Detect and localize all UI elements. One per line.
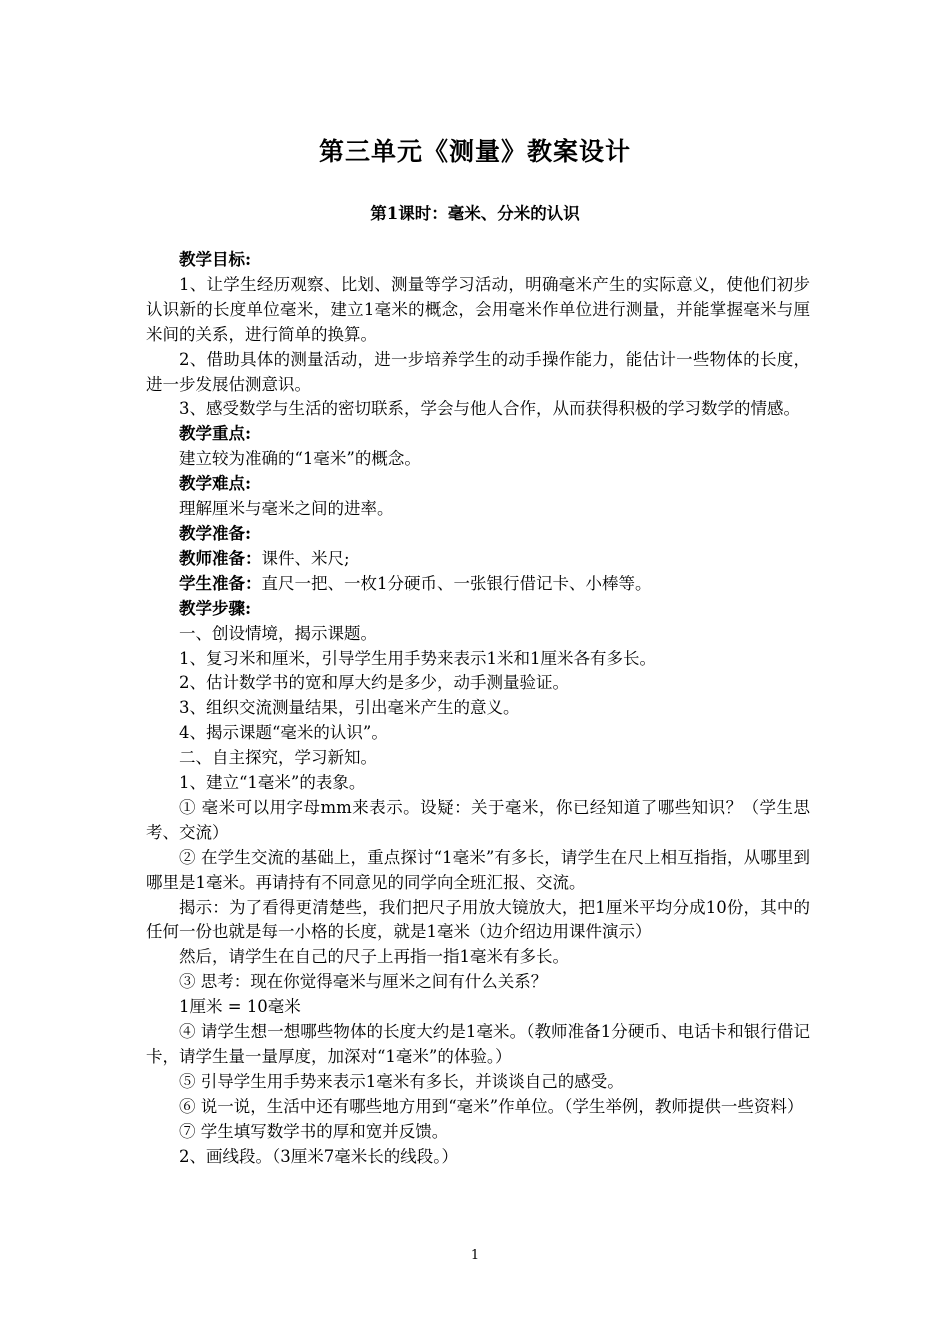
section-heading — [146, 522, 810, 547]
paragraph — [146, 348, 810, 398]
paragraph-text: 直尺一把、一枚1分硬币、一张银行借记卡、小棒等。 — [261, 573, 652, 593]
paragraph — [146, 397, 810, 422]
document-title: 第三单元《测量》教案设计 — [318, 137, 631, 166]
paragraph — [146, 1020, 810, 1070]
paragraph — [146, 1145, 810, 1170]
section-heading — [146, 248, 810, 273]
paragraph — [146, 696, 810, 721]
paragraph — [146, 995, 810, 1020]
paragraph-text: 3、感受数学与生活的密切联系，学会与他人合作，从而获得积极的学习数学的情感。 — [179, 399, 800, 419]
paragraph-text: ⑦ 学生填写数学书的厚和宽并反馈。 — [179, 1121, 449, 1141]
paragraph-text: ② 在学生交流的基础上，重点探讨“1毫米”有多长，请学生在尺上相互指指，从哪里到哪里是1毫米。再请持有不同意见的同学向全班汇报、交流。 — [146, 847, 810, 892]
paragraph — [146, 746, 810, 771]
paragraph — [146, 970, 810, 995]
paragraph-text: 1、建立“1毫米”的表象。 — [179, 773, 366, 793]
paragraph-text: 教学重点: — [179, 424, 252, 444]
section-heading — [146, 472, 810, 497]
paragraph-text: 建立较为准确的“1毫米”的概念。 — [179, 449, 421, 469]
paragraph-text: ⑥ 说一说，生活中还有哪些地方用到“毫米”作单位。（学生举例，教师提供一些资料） — [179, 1096, 804, 1116]
paragraph-text: 2、画线段。（3厘米7毫米长的线段。） — [179, 1146, 458, 1166]
paragraph-text: ⑤ 引导学生用手势来表示1毫米有多长，并谈谈自己的感受。 — [179, 1071, 624, 1091]
paragraph-text: 4、揭示课题“毫米的认识”。 — [179, 723, 388, 743]
paragraph-text: ① 毫米可以用字母mm来表示。设疑：关于毫米，你已经知道了哪些知识？（学生思考、交流） — [146, 797, 810, 842]
paragraph-text: 教学目标: — [179, 250, 252, 269]
document-body — [146, 248, 810, 1170]
paragraph — [146, 771, 810, 796]
paragraph — [146, 447, 810, 472]
paragraph-text: 教学步骤: — [179, 598, 252, 618]
paragraph — [146, 1120, 810, 1145]
section-heading — [146, 597, 810, 622]
paragraph — [146, 846, 810, 896]
paragraph — [146, 547, 810, 572]
paragraph — [146, 273, 810, 348]
paragraph — [146, 945, 810, 970]
paragraph-text: 1厘米 = 10毫米 — [179, 997, 301, 1017]
page-number: 1 — [470, 1248, 480, 1263]
paragraph-text: 2、借助具体的测量活动，进一步培养学生的动手操作能力，能估计一些物体的长度，进一步发展估测意识。 — [146, 349, 810, 394]
paragraph-text: 教学准备: — [179, 523, 252, 543]
paragraph-text: 二、自主探究，学习新知。 — [179, 748, 377, 768]
paragraph-text: 课件、米尺; — [261, 548, 350, 568]
paragraph — [146, 622, 810, 647]
paragraph — [146, 671, 810, 696]
paragraph-text: 理解厘米与毫米之间的进率。 — [179, 499, 394, 519]
paragraph-text: 2、估计数学书的宽和厚大约是多少，动手测量验证。 — [179, 673, 569, 693]
paragraph-label: 教师准备： — [179, 548, 262, 568]
paragraph-label: 学生准备： — [179, 573, 262, 593]
paragraph-text: 一、创设情境，揭示课题。 — [179, 623, 377, 643]
paragraph — [146, 1070, 810, 1095]
paragraph-text: 3、组织交流测量结果，引出毫米产生的意义。 — [179, 698, 520, 718]
paragraph-text: 1、让学生经历观察、比划、测量等学习活动，明确毫米产生的实际意义，使他们初步认识新的长度单位毫米，建立1毫米的概念，会用毫米作单位进行测量，并能掌握毫米与厘米间的关系，进行简单的换算。 — [146, 274, 810, 344]
paragraph — [146, 572, 810, 597]
paragraph-text: ③ 思考：现在你觉得毫米与厘米之间有什么关系？ — [179, 972, 548, 992]
paragraph — [146, 721, 810, 746]
paragraph-text: 教学难点: — [179, 474, 252, 494]
paragraph — [146, 647, 810, 672]
paragraph-text: ④ 请学生想一想哪些物体的长度大约是1毫米。（教师准备1分硬币、电话卡和银行借记卡，请学生量一量厚度，加深对“1毫米”的体验。） — [146, 1022, 810, 1066]
lesson-subtitle: 第1课时：毫米、分米的认识 — [370, 204, 580, 223]
paragraph-text: 揭示：为了看得更清楚些，我们把尺子用放大镜放大，把1厘米平均分成10份，其中的任何一份也就是每一小格的长度，就是1毫米（边介绍边用课件演示） — [146, 897, 810, 942]
paragraph-text: 1、复习米和厘米，引导学生用手势来表示1米和1厘米各有多长。 — [179, 648, 656, 668]
paragraph — [146, 896, 810, 946]
paragraph — [146, 497, 810, 522]
section-heading — [146, 422, 810, 447]
paragraph-text: 然后，请学生在自己的尺子上再指一指1毫米有多长。 — [179, 947, 569, 967]
paragraph — [146, 1095, 810, 1120]
paragraph — [146, 796, 810, 846]
